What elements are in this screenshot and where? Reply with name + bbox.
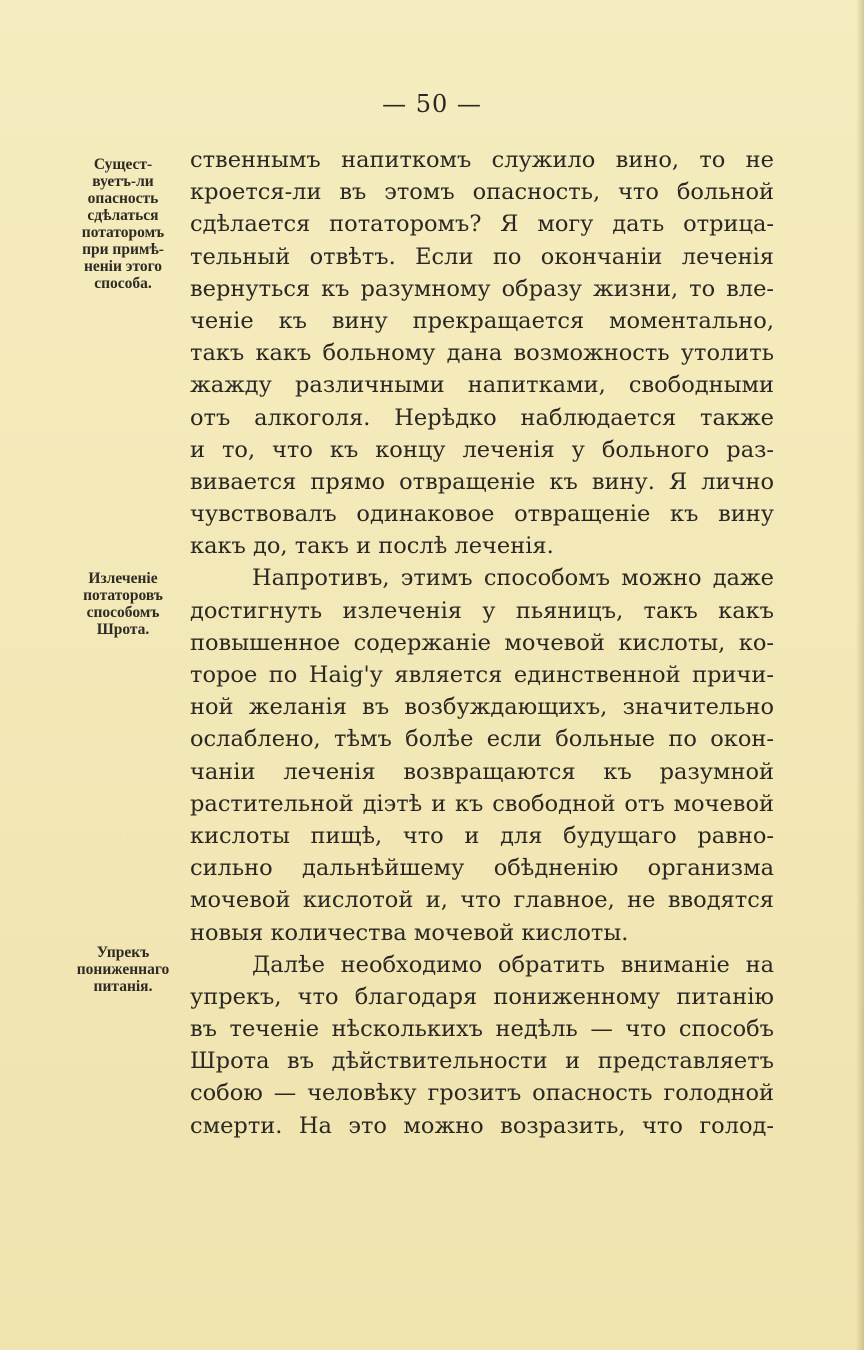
margin-note-line: Шрота.	[96, 621, 150, 638]
body-line: ченiе къ вину прекращается моментально,	[190, 307, 774, 334]
margin-note-line: ненiи этого	[83, 258, 163, 275]
margin-note-line: пониженнаго	[76, 961, 170, 978]
body-line: Шрота въ дѣйствительности и представляетъ	[190, 1048, 774, 1075]
body-line: упрекъ, что благодаря пониженному питанiю	[190, 983, 774, 1010]
body-line: растительной дiэтѣ и къ свободной отъ мочевой	[190, 790, 774, 817]
margin-note-line: потаторовъ	[83, 587, 163, 604]
body-line: сдѣлается потаторомъ? Я могу дать отрица-	[190, 211, 774, 238]
body-line: жажду различными напитками, свободными	[190, 372, 774, 399]
margin-note-line: Сущест-	[93, 156, 153, 173]
body-line: и то, что къ концу леченiя у больного раз-	[190, 436, 774, 463]
body-line: кроется-ли въ этомъ опасность, что больной	[190, 179, 774, 206]
body-line: мочевой кислотой и, что главное, не вводятся	[190, 887, 774, 914]
body-line: какъ до, такъ и послѣ леченiя.	[190, 533, 554, 560]
margin-note-line: питанiя.	[93, 978, 153, 995]
body-line: ослаблено, тѣмъ болѣе если больные по окон-	[190, 726, 774, 753]
margin-note-line: вуетъ-ли	[92, 173, 154, 190]
body-line: ной желанiя въ возбуждающихъ, значительно	[190, 694, 774, 721]
margin-note-line: Излеченiе	[88, 570, 158, 587]
body-line: тельный отвѣтъ. Если по окончанiи леченiя	[190, 243, 774, 270]
margin-note-line: сдѣлаться	[87, 207, 159, 224]
margin-note-potator-danger	[60, 156, 186, 292]
body-line: смерти. На это можно возразить, что голод-	[190, 1112, 774, 1139]
body-line: новыя количества мочевой кислоты.	[190, 919, 629, 946]
body-line: чувствовалъ одинаковое отвращенiе къ вину	[190, 501, 774, 528]
body-line: ственнымъ напиткомъ служило вино, то не	[190, 147, 774, 173]
margin-note-cure-potators	[60, 570, 186, 638]
body-line: торое по Haig'у является единственной причи-	[190, 662, 774, 688]
body-line: чанiи леченiя возвращаются къ разумной	[190, 758, 774, 785]
margin-note-line: опасность	[87, 190, 159, 207]
margin-note-line: потаторомъ	[81, 224, 165, 241]
body-line: Напротивъ, этимъ способомъ можно даже	[252, 565, 774, 592]
body-line: сильно дальнѣйшему обѣдненiю организма	[190, 855, 774, 882]
body-line: отъ алкоголя. Нерѣдко наблюдается также	[190, 404, 774, 431]
body-line: повышенное содержанiе мочевой кислоты, ко-	[190, 629, 774, 656]
margin-note-line: способа.	[94, 275, 152, 292]
margin-note-reduced-nutrition	[60, 944, 186, 995]
margin-note-line: способомъ	[86, 604, 160, 621]
body-line: достигнуть излеченiя у пьяницъ, такъ какъ	[190, 597, 774, 624]
body-line: собою — человѣку грозитъ опасность голодной	[190, 1080, 774, 1107]
body-line: вивается прямо отвращенiе къ вину. Я лично	[190, 468, 774, 495]
body-line: такъ какъ больному дана возможность утолить	[190, 340, 774, 367]
body-line: вернуться къ разумному образу жизни, то вле-	[190, 275, 774, 302]
body-line: въ теченiе нѣсколькихъ недѣль — что способъ	[190, 1016, 774, 1043]
margin-note-line: при примѣ-	[82, 241, 164, 258]
body-line: кислоты пищѣ, что и для будущаго равно-	[190, 822, 774, 849]
body-text	[190, 144, 774, 1142]
page-number: — 50 —	[382, 90, 482, 118]
margin-note-line: Упрекъ	[96, 944, 150, 961]
page-edge-shadow	[856, 0, 864, 1350]
body-line: Далѣе необходимо обратить вниманiе на	[252, 951, 774, 978]
